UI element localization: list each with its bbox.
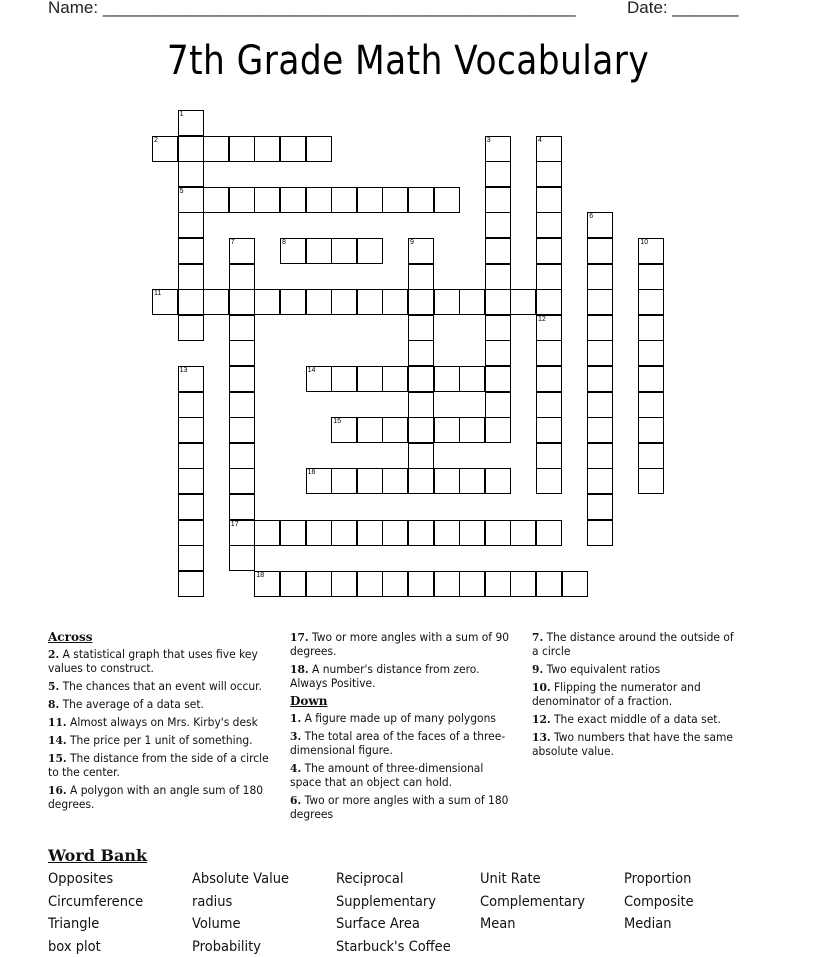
down-clue-3 [290,729,517,757]
grid-cell[interactable] [408,289,434,315]
grid-cell[interactable] [331,520,357,546]
down-clue-1 [290,711,517,725]
grid-cell[interactable] [638,443,664,469]
grid-cell[interactable] [485,571,511,597]
grid-cell[interactable] [459,289,485,315]
clue-text: The amount of three-dimensional space that an object can hold. [290,761,484,789]
grid-cell[interactable] [510,571,536,597]
across-clue-17 [290,630,517,658]
clue-column-3 [532,630,744,762]
grid-cell[interactable] [638,340,664,366]
across-clue-18 [290,662,517,690]
grid-cell[interactable] [587,340,613,366]
grid-cell[interactable] [485,161,511,187]
grid-cell[interactable] [357,520,383,546]
grid-cell[interactable] [485,392,511,418]
grid-cell[interactable] [178,264,204,290]
grid-cell[interactable] [587,392,613,418]
grid-cell[interactable] [638,264,664,290]
grid-cell[interactable] [178,392,204,418]
word-bank [48,870,778,956]
grid-cell[interactable] [203,289,229,315]
clue-number-label: 11. [48,715,67,729]
word-bank-item: Composite [624,893,694,910]
grid-cell[interactable] [587,315,613,341]
grid-cell[interactable] [229,187,255,213]
grid-cell[interactable] [229,315,255,341]
grid-cell[interactable] [485,468,511,494]
grid-cell[interactable] [485,264,511,290]
grid-cell[interactable] [280,187,306,213]
clue-column-2 [290,630,518,825]
grid-cell[interactable] [408,520,434,546]
across-clue-2 [48,647,269,675]
grid-cell[interactable] [587,212,613,238]
down-clue-4 [290,761,517,789]
name-line[interactable]: __________________________________________________ [102,0,576,17]
grid-cell[interactable] [178,520,204,546]
clue-text: A polygon with an angle sum of 180 degrees. [48,783,264,811]
clue-text: Flipping the numerator and denominator of a fraction. [532,680,701,708]
grid-cell[interactable] [434,571,460,597]
grid-cell[interactable] [203,136,229,162]
grid-cell[interactable] [229,392,255,418]
clue-number-label: 15. [48,751,67,765]
clue-text: Two numbers that have the same absolute value. [532,730,734,758]
date-line[interactable]: _______ [672,0,739,17]
grid-cell[interactable] [229,417,255,443]
grid-cell[interactable] [536,315,562,341]
word-bank-item: Absolute Value [192,871,290,887]
clue-number-label: 10. [532,680,551,694]
across-clue-5 [48,679,269,693]
clue-number: 7 [230,239,235,246]
grid-cell[interactable] [331,417,357,443]
grid-cell[interactable] [357,571,383,597]
grid-cell[interactable] [408,443,434,469]
clue-number-label: 3. [290,729,302,743]
clue-number: 13 [179,367,188,374]
grid-cell[interactable] [229,238,255,264]
clue-number: 9 [410,239,414,246]
grid-cell[interactable] [587,366,613,392]
grid-cell[interactable] [536,212,562,238]
grid-cell[interactable] [536,238,562,264]
clue-text: A figure made up of many polygons [304,711,496,725]
clue-number: 4 [538,136,542,144]
grid-cell[interactable] [408,392,434,418]
grid-cell[interactable] [434,366,460,392]
grid-cell[interactable] [434,187,460,213]
grid-cell[interactable] [587,443,613,469]
date-label: Date: [627,0,668,17]
grid-cell[interactable] [178,545,204,571]
grid-cell[interactable] [280,520,306,546]
grid-cell[interactable] [408,238,434,264]
grid-cell[interactable] [178,315,204,341]
grid-cell[interactable] [357,366,383,392]
word-bank-item: Opposites [48,871,114,887]
word-bank-item: Triangle [48,916,100,932]
clue-number: 6 [589,213,594,221]
grid-cell[interactable] [434,520,460,546]
grid-cell[interactable] [536,468,562,494]
clue-number-label: 9. [532,662,544,676]
grid-cell[interactable] [280,136,306,162]
grid-cell[interactable] [485,212,511,238]
grid-cell[interactable] [638,392,664,418]
grid-cell[interactable] [536,289,562,315]
clue-number-label: 12. [532,712,551,726]
down-clue-13 [532,730,743,758]
grid-cell[interactable] [459,417,485,443]
clue-number: 12 [538,315,546,323]
clue-number: 14 [307,367,316,374]
word-bank-item: Supplementary [336,893,436,910]
word-bank-title: Word Bank [48,846,148,865]
word-bank-item: Unit Rate [480,871,541,887]
clue-text: A statistical graph that uses five key values to construct. [48,647,258,675]
grid-cell[interactable] [536,161,562,187]
grid-cell[interactable] [229,468,255,494]
grid-cell[interactable] [254,187,280,213]
clue-number-label: 2. [48,647,60,661]
grid-cell[interactable] [331,366,357,392]
word-bank-item: Starbuck's Coffee [336,938,451,955]
grid-cell[interactable] [331,289,357,315]
word-bank-item: Proportion [624,871,692,887]
grid-cell[interactable] [331,187,357,213]
grid-cell[interactable] [587,494,613,520]
grid-cell[interactable] [536,187,562,213]
puzzle-title: 7th Grade Math Vocabulary [166,38,650,84]
clue-number: 5 [179,187,184,195]
grid-cell[interactable] [178,494,204,520]
grid-cell[interactable] [510,289,536,315]
grid-cell[interactable] [357,417,383,443]
clue-number: 10 [640,239,649,246]
grid-cell[interactable] [638,417,664,443]
grid-cell[interactable] [306,136,332,162]
grid-cell[interactable] [638,315,664,341]
grid-cell[interactable] [638,468,664,494]
grid-cell[interactable] [331,468,357,494]
grid-cell[interactable] [306,520,332,546]
grid-cell[interactable] [485,417,511,443]
clue-number-label: 14. [48,733,67,747]
grid-cell[interactable] [536,443,562,469]
grid-cell[interactable] [382,187,408,213]
grid-cell[interactable] [408,264,434,290]
clue-number: 3 [486,136,491,144]
clue-number-label: 16. [48,783,67,797]
grid-cell[interactable] [382,520,408,546]
grid-cell[interactable] [536,366,562,392]
grid-cell[interactable] [178,238,204,264]
down-clue-7 [532,630,743,658]
grid-cell[interactable] [229,443,255,469]
clue-text: The distance around the outside of a circle [532,630,734,658]
word-bank-item: Reciprocal [336,871,404,887]
clue-text: The exact middle of a data set. [554,712,721,726]
grid-cell[interactable] [357,238,383,264]
grid-cell[interactable] [254,571,280,597]
grid-cell[interactable] [536,571,562,597]
grid-cell[interactable] [178,136,204,162]
grid-cell[interactable] [408,340,434,366]
clue-number-label: 18. [290,662,309,676]
grid-cell[interactable] [485,315,511,341]
grid-cell[interactable] [229,545,255,571]
grid-cell[interactable] [306,187,332,213]
grid-cell[interactable] [408,417,434,443]
grid-cell[interactable] [459,468,485,494]
grid-cell[interactable] [178,289,204,315]
down-clue-9 [532,662,743,676]
grid-cell[interactable] [408,571,434,597]
clue-number: 18 [256,571,265,579]
clue-number-label: 7. [532,630,544,644]
clue-text: Two equivalent ratios [546,662,661,676]
grid-cell[interactable] [280,289,306,315]
grid-cell[interactable] [178,417,204,443]
grid-cell[interactable] [203,187,229,213]
clue-number: 16 [307,469,316,477]
grid-cell[interactable] [638,289,664,315]
grid-cell[interactable] [382,366,408,392]
grid-cell[interactable] [306,571,332,597]
grid-cell[interactable] [357,187,383,213]
grid-cell[interactable] [510,520,536,546]
grid-cell[interactable] [357,289,383,315]
grid-cell[interactable] [178,110,204,136]
across-clue-15 [48,751,269,779]
clue-text: The distance from the side of a circle to the center. [48,751,269,779]
grid-cell[interactable] [152,136,178,162]
grid-cell[interactable] [382,417,408,443]
down-heading: Down [290,694,328,708]
down-clue-10 [532,680,743,708]
grid-cell[interactable] [485,289,511,315]
grid-cell[interactable] [306,468,332,494]
clue-number-label: 4. [290,761,302,775]
word-bank-item: box plot [48,938,101,955]
grid-cell[interactable] [536,392,562,418]
grid-cell[interactable] [536,136,562,162]
grid-cell[interactable] [280,571,306,597]
grid-cell[interactable] [587,289,613,315]
clue-text: The price per 1 unit of something. [70,733,253,747]
grid-cell[interactable] [536,417,562,443]
grid-cell[interactable] [382,571,408,597]
clue-number: 11 [154,290,162,298]
clue-text: A number's distance from zero. Always Positive. [290,662,480,690]
across-clue-14 [48,733,269,747]
grid-cell[interactable] [178,212,204,238]
word-bank-item: Surface Area [336,916,420,932]
grid-cell[interactable] [485,366,511,392]
grid-cell[interactable] [459,366,485,392]
word-bank-item: Volume [192,916,241,932]
clue-text: Two or more angles with a sum of 180 degrees [290,793,509,821]
grid-cell[interactable] [178,366,204,392]
across-clue-11 [48,715,269,729]
grid-cell[interactable] [331,238,357,264]
grid-cell[interactable] [178,161,204,187]
grid-cell[interactable] [229,520,255,546]
grid-cell[interactable] [638,238,664,264]
across-clue-8 [48,697,269,711]
clue-number: 17 [230,520,239,528]
word-bank-item: Complementary [480,893,585,910]
grid-cell[interactable] [587,238,613,264]
grid-cell[interactable] [408,468,434,494]
clue-number: 1 [179,111,184,118]
clue-number-label: 5. [48,679,60,693]
grid-cell[interactable] [178,571,204,597]
grid-cell[interactable] [536,340,562,366]
clue-text: The total area of the faces of a three-dimensional figure. [290,729,506,757]
grid-cell[interactable] [229,340,255,366]
grid-cell[interactable] [229,366,255,392]
grid-cell[interactable] [459,571,485,597]
grid-cell[interactable] [306,289,332,315]
clue-text: Two or more angles with a sum of 90 degrees. [290,630,510,658]
clue-column-1 [48,630,270,815]
grid-cell[interactable] [357,468,383,494]
clue-number-label: 1. [290,711,302,725]
grid-cell[interactable] [408,315,434,341]
grid-cell[interactable] [485,187,511,213]
grid-cell[interactable] [485,340,511,366]
grid-cell[interactable] [587,520,613,546]
clue-text: The average of a data set. [62,697,204,711]
grid-cell[interactable] [178,468,204,494]
word-bank-item: Mean [480,916,516,932]
grid-cell[interactable] [254,136,280,162]
grid-cell[interactable] [638,366,664,392]
grid-cell[interactable] [306,238,332,264]
grid-cell[interactable] [306,366,332,392]
grid-cell[interactable] [382,289,408,315]
down-clue-6 [290,793,517,821]
grid-cell[interactable] [229,264,255,290]
grid-cell[interactable] [178,443,204,469]
grid-cell[interactable] [562,571,588,597]
grid-cell[interactable] [434,417,460,443]
clue-number: 8 [282,239,286,246]
grid-cell[interactable] [536,264,562,290]
across-heading: Across [48,630,93,644]
word-bank-item: radius [192,893,233,910]
grid-cell[interactable] [485,238,511,264]
clue-number-label: 8. [48,697,60,711]
word-bank-item: Probability [192,938,261,955]
grid-cell[interactable] [254,289,280,315]
grid-cell[interactable] [485,136,511,162]
name-label: Name: [48,0,99,17]
grid-cell[interactable] [382,468,408,494]
grid-cell[interactable] [178,187,204,213]
grid-cell[interactable] [485,520,511,546]
clue-number: 2 [154,136,158,144]
clue-number: 15 [333,418,341,426]
grid-cell[interactable] [408,187,434,213]
word-bank-item: Circumference [48,893,144,910]
grid-cell[interactable] [280,238,306,264]
grid-cell[interactable] [587,417,613,443]
grid-cell[interactable] [229,136,255,162]
grid-cell[interactable] [229,289,255,315]
clue-text: Almost always on Mrs. Kirby's desk [70,715,258,729]
grid-cell[interactable] [536,520,562,546]
grid-cell[interactable] [459,520,485,546]
clue-number-label: 17. [290,630,309,644]
grid-cell[interactable] [254,520,280,546]
grid-cell[interactable] [587,264,613,290]
grid-cell[interactable] [408,366,434,392]
across-clue-16 [48,783,269,811]
grid-cell[interactable] [331,571,357,597]
clue-text: The chances that an event will occur. [62,679,262,693]
grid-cell[interactable] [434,289,460,315]
clue-number-label: 13. [532,730,551,744]
clue-number-label: 6. [290,793,302,807]
grid-cell[interactable] [434,468,460,494]
word-bank-item: Median [624,916,672,932]
grid-cell[interactable] [587,468,613,494]
grid-cell[interactable] [229,494,255,520]
down-clue-12 [532,712,743,726]
grid-cell[interactable] [152,289,178,315]
